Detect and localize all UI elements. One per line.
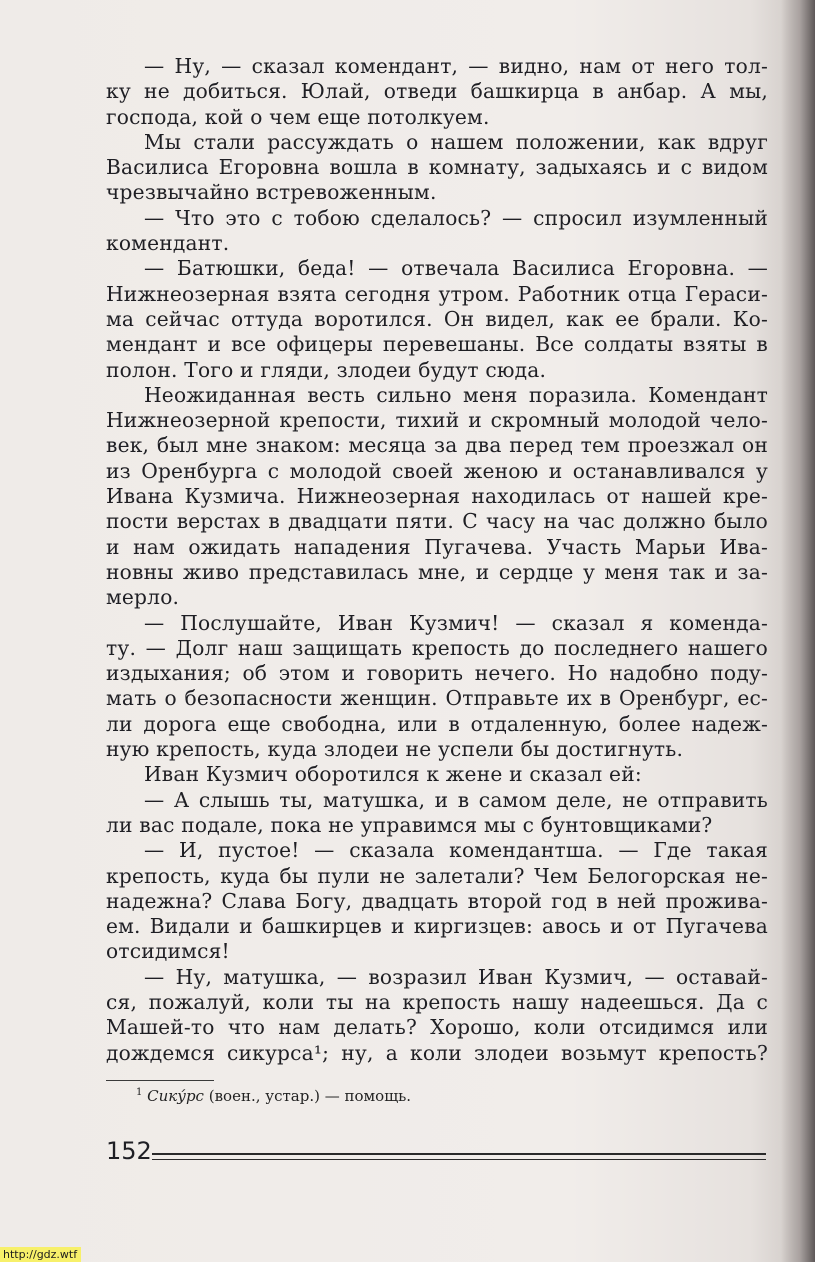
watermark-url: http://gdz.wtf: [0, 1247, 81, 1262]
text-line: пости верстах в двадцати пяти. С часу на час должно было: [106, 509, 768, 534]
text-line: Неожиданная весть сильно меня поразила. Комендант: [144, 382, 768, 407]
footnote-separator: [106, 1080, 214, 1081]
text-line: ем. Видали и башкирцев и киргизцев: авось и от Пугачева: [106, 914, 768, 939]
page-spine-shadow: [781, 0, 815, 1262]
text-line: ма сейчас оттуда воротился. Он видел, как ее брали. Ко-: [106, 306, 768, 331]
body-text: [106, 54, 768, 1066]
footnote-term: Сику́рс: [147, 1087, 204, 1105]
text-line: Нижнеозерная взята сегодня утром. Работник отца Гераси-: [106, 281, 768, 306]
text-line: Иван Кузмич оборотился к жене и сказал ей:: [144, 762, 642, 787]
text-line: ся, пожалуй, коли ты на крепость нашу надеешься. Да с: [106, 989, 768, 1014]
text-line: издыхания; об этом и говорить нечего. Но надобно поду-: [106, 661, 768, 686]
text-line: Василиса Егоровна вошла в комнату, задыхаясь и с видом: [106, 155, 768, 180]
text-line: Ивана Кузмича. Нижнеозерная находилась от нашей кре-: [106, 484, 768, 509]
footnote-marker: 1: [136, 1087, 143, 1098]
text-line: полон. Того и гляди, злодеи будут сюда.: [106, 357, 547, 382]
text-line: из Оренбурга с молодой своей женою и останавливался у: [106, 458, 768, 483]
text-line: — И, пустое! — сказала комендантша. — Где такая: [144, 838, 768, 863]
text-line: мендант и все офицеры перевешаны. Все солдаты взяты в: [106, 332, 768, 357]
text-line: — Ну, матушка, — возразил Иван Кузмич, — оставай-: [144, 964, 768, 989]
text-line: новны живо представилась мне, и сердце у меня так и за-: [106, 559, 768, 584]
text-line: Мы стали рассуждать о нашем положении, как вдруг: [144, 129, 768, 154]
text-line: — Что это с тобою сделалось? — спросил изумленный: [144, 205, 768, 230]
page-number-rule: [152, 1153, 766, 1160]
text-line: мать о безопасности женщин. Отправьте их в Оренбург, ес-: [106, 686, 768, 711]
text-line: и нам ожидать нападения Пугачева. Участь Марьи Ива-: [106, 534, 768, 559]
text-line: ли дорога еще свободна, или в отдаленную, более надеж-: [106, 711, 768, 736]
text-line: господа, кой о чем еще потолкуем.: [106, 104, 490, 129]
footnote: [136, 1087, 411, 1105]
text-line: — А слышь ты, матушка, и в самом деле, не отправить: [144, 787, 768, 812]
text-line: ку не добиться. Юлай, отведи башкирца в анбар. А мы,: [106, 79, 768, 104]
text-line: отсидимся!: [106, 939, 230, 964]
page-number: 152: [106, 1137, 152, 1165]
text-line: — Послушайте, Иван Кузмич! — сказал я коменда-: [144, 610, 768, 635]
text-line: дождемся сикурса¹; ну, а коли злодеи возьмут крепость?: [106, 1040, 768, 1065]
footnote-definition: (воен., устар.) — помощь.: [203, 1087, 412, 1105]
text-line: надежна? Слава Богу, двадцать второй год в ней прожива-: [106, 888, 768, 913]
text-line: — Ну, — сказал комендант, — видно, нам от него тол-: [144, 54, 768, 78]
text-line: век, был мне знаком: месяца за два перед тем проезжал он: [106, 433, 768, 458]
text-line: крепость, куда бы пули не залетали? Чем Белогорская не-: [106, 863, 768, 888]
text-line: ли вас подале, пока не управимся мы с бунтовщиками?: [106, 812, 713, 837]
text-line: комендант.: [106, 231, 230, 256]
text-line: — Батюшки, беда! — отвечала Василиса Егоровна. —: [144, 256, 768, 281]
text-line: Машей-то что нам делать? Хорошо, коли отсидимся или: [106, 1015, 768, 1040]
text-line: чрезвычайно встревоженным.: [106, 180, 437, 205]
text-line: ную крепость, куда злодеи не успели бы достигнуть.: [106, 737, 684, 762]
text-line: Нижнеозерной крепости, тихий и скромный молодой чело-: [106, 408, 768, 433]
text-line: ту. — Долг наш защищать крепость до последнего нашего: [106, 635, 768, 660]
text-line: мерло.: [106, 585, 180, 610]
